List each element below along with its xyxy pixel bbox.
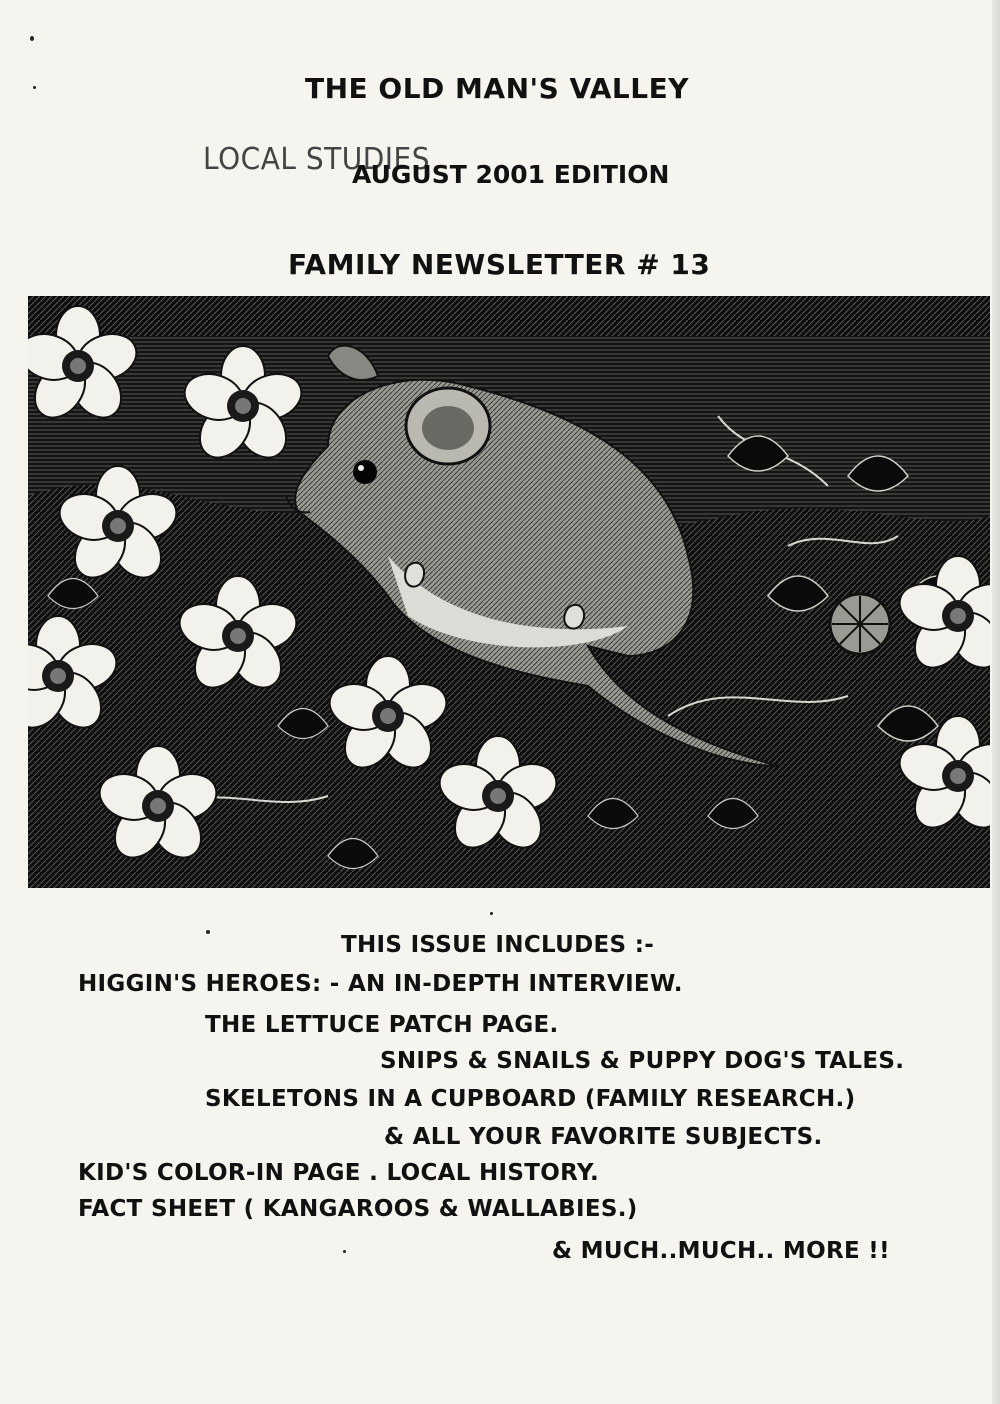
contents-item: FACT SHEET ( KANGAROOS & WALLABIES.) bbox=[78, 1196, 638, 1222]
contents-item: SNIPS & SNAILS & PUPPY DOG'S TALES. bbox=[380, 1048, 905, 1074]
speck bbox=[33, 86, 36, 89]
contents-item: HIGGIN'S HEROES: - AN IN-DEPTH INTERVIEW. bbox=[78, 971, 683, 997]
edition-date: AUGUST 2001 EDITION bbox=[352, 160, 670, 189]
contents-item: KID'S COLOR-IN PAGE . LOCAL HISTORY. bbox=[78, 1160, 600, 1186]
contents-item: & ALL YOUR FAVORITE SUBJECTS. bbox=[384, 1124, 823, 1150]
contents-item: THE LETTUCE PATCH PAGE. bbox=[205, 1012, 559, 1038]
newsletter-number: FAMILY NEWSLETTER # 13 bbox=[288, 248, 711, 281]
contents-item: SKELETONS IN A CUPBOARD (FAMILY RESEARCH.) bbox=[205, 1086, 856, 1112]
contents-item: & MUCH..MUCH.. MORE !! bbox=[552, 1238, 890, 1264]
library-stamp: LOCAL STUDIES bbox=[203, 140, 430, 177]
newsletter-title: THE OLD MAN'S VALLEY bbox=[305, 72, 690, 105]
paper-edge bbox=[992, 0, 1000, 1404]
speck bbox=[343, 1250, 346, 1253]
speck bbox=[490, 912, 493, 915]
possum-flowers-illustration bbox=[28, 296, 990, 888]
speck bbox=[30, 36, 34, 41]
contents-heading: THIS ISSUE INCLUDES :- bbox=[341, 932, 655, 958]
speck bbox=[206, 930, 210, 934]
